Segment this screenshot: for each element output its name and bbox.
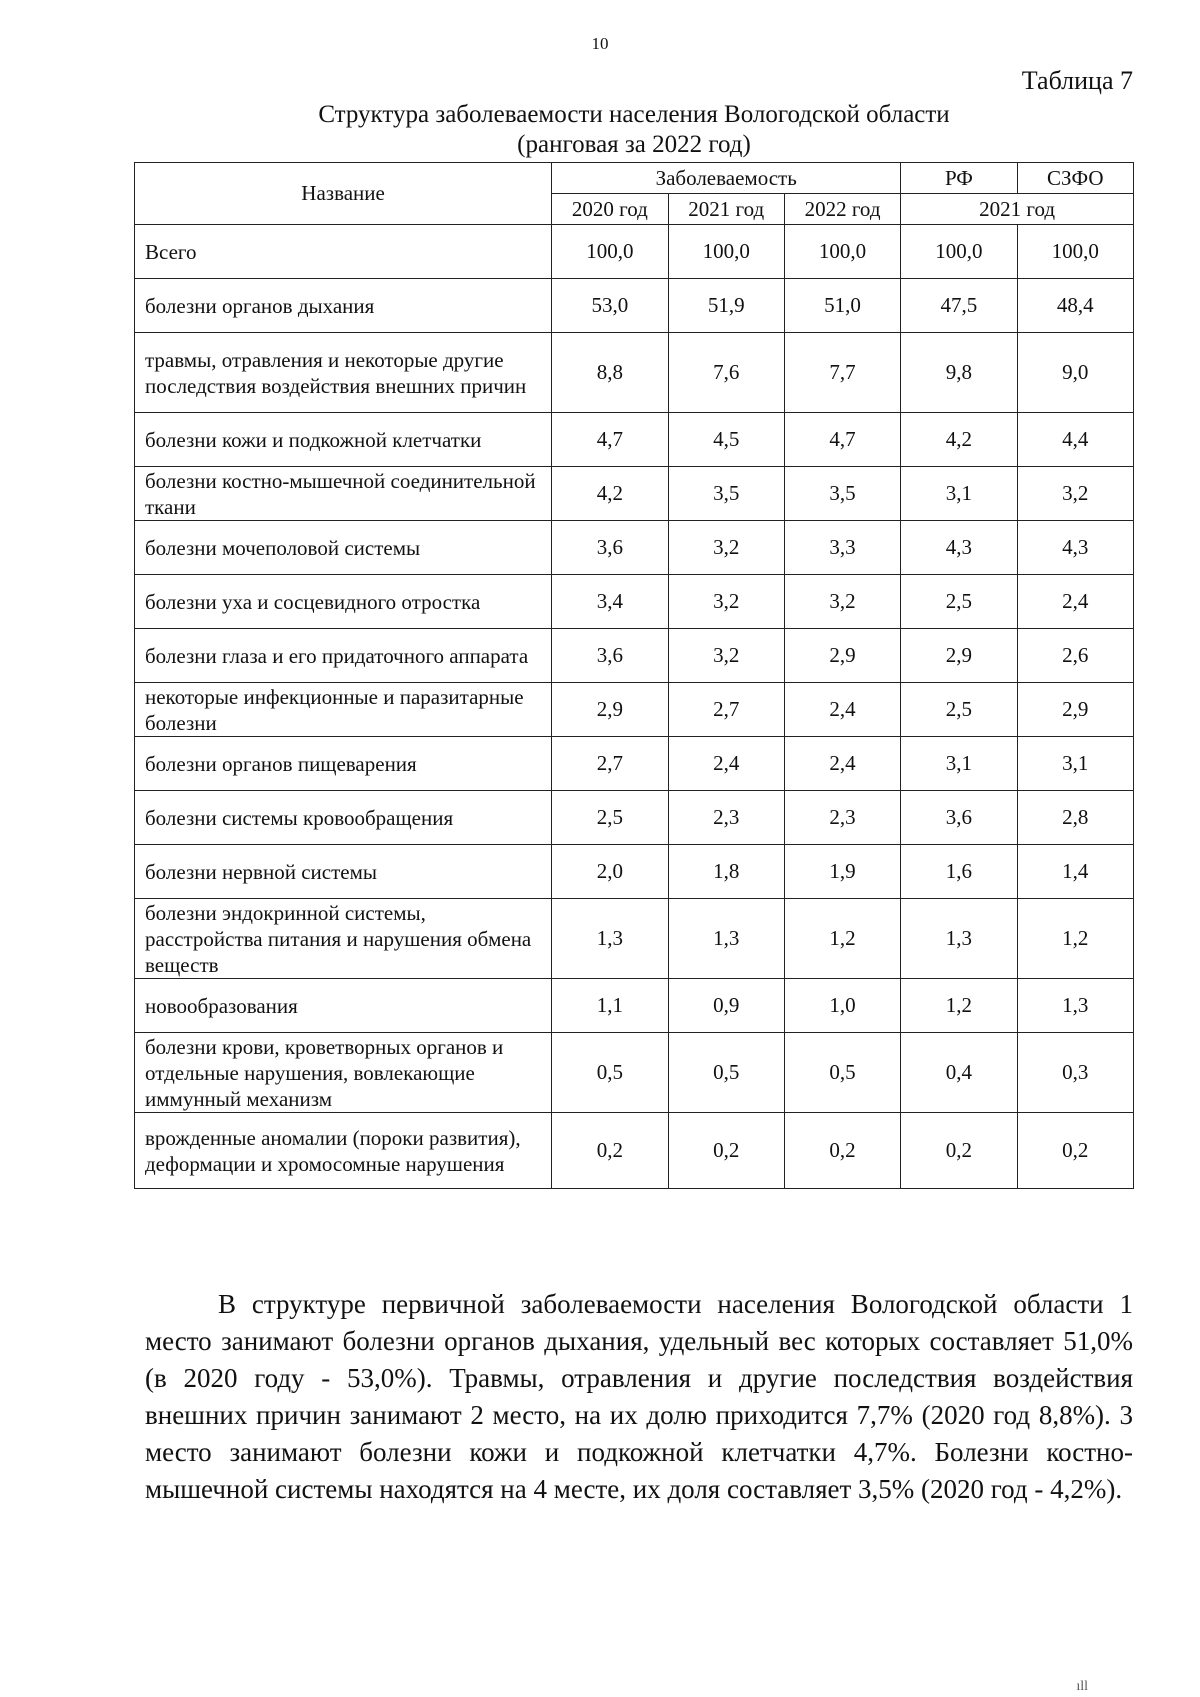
row-name: болезни нервной системы	[135, 845, 552, 899]
row-value: 3,2	[668, 629, 784, 683]
corner-mark: ıll	[1076, 1679, 1088, 1694]
header-year-2020: 2020 год	[552, 194, 668, 225]
row-value: 0,3	[1017, 1033, 1133, 1113]
row-value: 2,9	[1017, 683, 1133, 737]
row-value: 1,1	[552, 979, 668, 1033]
row-value: 2,4	[668, 737, 784, 791]
row-value: 7,7	[784, 333, 900, 413]
row-value: 3,4	[552, 575, 668, 629]
row-value: 100,0	[901, 225, 1017, 279]
row-value: 100,0	[668, 225, 784, 279]
table-row	[135, 737, 1134, 791]
row-name: врожденные аномалии (пороки развития), деформации и хромосомные нарушения	[135, 1113, 552, 1189]
row-value: 2,9	[901, 629, 1017, 683]
row-value: 100,0	[552, 225, 668, 279]
table-row	[135, 467, 1134, 521]
row-value: 9,8	[901, 333, 1017, 413]
row-value: 8,8	[552, 333, 668, 413]
table-row	[135, 1033, 1134, 1113]
row-value: 51,9	[668, 279, 784, 333]
row-value: 2,7	[552, 737, 668, 791]
row-value: 0,2	[1017, 1113, 1133, 1189]
row-value: 2,4	[784, 683, 900, 737]
row-name: Всего	[135, 225, 552, 279]
table-row	[135, 845, 1134, 899]
row-name: некоторые инфекционные и паразитарные болезни	[135, 683, 552, 737]
row-value: 53,0	[552, 279, 668, 333]
row-value: 1,2	[901, 979, 1017, 1033]
row-value: 3,2	[1017, 467, 1133, 521]
row-value: 1,4	[1017, 845, 1133, 899]
row-value: 4,2	[552, 467, 668, 521]
row-value: 2,4	[784, 737, 900, 791]
page-number: 10	[591, 34, 609, 53]
table-row	[135, 279, 1134, 333]
table-row	[135, 575, 1134, 629]
morbidity-table	[134, 162, 1134, 1189]
row-name: болезни крови, кроветворных органов и отдельные нарушения, вовлекающие иммунный механизм	[135, 1033, 552, 1113]
row-value: 1,3	[552, 899, 668, 979]
table-row	[135, 683, 1134, 737]
row-value: 0,4	[901, 1033, 1017, 1113]
header-year-2022: 2022 год	[784, 194, 900, 225]
table-row	[135, 899, 1134, 979]
row-name: болезни эндокринной системы, расстройства питания и нарушения обмена веществ	[135, 899, 552, 979]
row-value: 1,3	[901, 899, 1017, 979]
row-value: 4,7	[552, 413, 668, 467]
row-value: 1,3	[668, 899, 784, 979]
row-value: 9,0	[1017, 333, 1133, 413]
row-value: 3,5	[784, 467, 900, 521]
table-row	[135, 791, 1134, 845]
row-value: 0,5	[784, 1033, 900, 1113]
row-value: 1,8	[668, 845, 784, 899]
table-row	[135, 225, 1134, 279]
row-value: 3,6	[552, 521, 668, 575]
header-name: Название	[135, 163, 552, 225]
row-value: 7,6	[668, 333, 784, 413]
row-value: 4,3	[901, 521, 1017, 575]
row-name: болезни уха и сосцевидного отростка	[135, 575, 552, 629]
row-value: 3,2	[784, 575, 900, 629]
row-name: новообразования	[135, 979, 552, 1033]
row-value: 1,2	[784, 899, 900, 979]
row-name: болезни органов дыхания	[135, 279, 552, 333]
row-name: болезни системы кровообращения	[135, 791, 552, 845]
row-name: болезни мочеполовой системы	[135, 521, 552, 575]
table-row	[135, 333, 1134, 413]
body-paragraph: В структуре первичной заболеваемости населения Вологодской области 1 место занимают болезни органов дыхания, удельный вес которых составляет 51,0% (в 2020 году - 53,0%). Травмы, отравления и другие последствия воздействия внешних причин занимают 2 место, на их долю приходится 7,7% (2020 год 8,8%). 3 место занимают болезни кожи и подкожной клетчатки 4,7%. Болезни костно-мышечной системы находятся на 4 месте, их доля составляет 3,5% (2020 год - 4,2%).	[145, 1289, 1133, 1504]
row-value: 48,4	[1017, 279, 1133, 333]
table-row	[135, 413, 1134, 467]
row-value: 3,1	[1017, 737, 1133, 791]
row-value: 0,2	[552, 1113, 668, 1189]
row-value: 0,9	[668, 979, 784, 1033]
table-row	[135, 629, 1134, 683]
row-value: 2,3	[784, 791, 900, 845]
row-value: 1,9	[784, 845, 900, 899]
row-value: 3,3	[784, 521, 900, 575]
row-value: 2,8	[1017, 791, 1133, 845]
row-value: 2,7	[668, 683, 784, 737]
table-row	[135, 1113, 1134, 1189]
row-value: 1,6	[901, 845, 1017, 899]
header-szfo: СЗФО	[1017, 163, 1133, 194]
row-value: 2,5	[901, 683, 1017, 737]
header-morbidity: Заболеваемость	[552, 163, 901, 194]
table-header	[135, 163, 1134, 225]
row-name: болезни костно-мышечной соединительной ткани	[135, 467, 552, 521]
row-value: 2,0	[552, 845, 668, 899]
row-name: болезни органов пищеварения	[135, 737, 552, 791]
row-value: 100,0	[1017, 225, 1133, 279]
table-caption: Таблица 7	[1021, 66, 1133, 95]
row-value: 3,5	[668, 467, 784, 521]
row-value: 3,2	[668, 575, 784, 629]
row-value: 4,3	[1017, 521, 1133, 575]
row-value: 3,6	[552, 629, 668, 683]
row-value: 4,4	[1017, 413, 1133, 467]
row-name: болезни кожи и подкожной клетчатки	[135, 413, 552, 467]
row-value: 4,5	[668, 413, 784, 467]
row-value: 2,4	[1017, 575, 1133, 629]
row-value: 0,2	[901, 1113, 1017, 1189]
row-value: 3,1	[901, 737, 1017, 791]
header-year-2021: 2021 год	[668, 194, 784, 225]
row-value: 3,1	[901, 467, 1017, 521]
table-body	[135, 225, 1134, 1189]
row-value: 2,9	[784, 629, 900, 683]
row-value: 1,2	[1017, 899, 1133, 979]
row-value: 3,2	[668, 521, 784, 575]
row-value: 2,9	[552, 683, 668, 737]
table-row	[135, 521, 1134, 575]
row-value: 4,2	[901, 413, 1017, 467]
row-value: 1,0	[784, 979, 900, 1033]
row-value: 47,5	[901, 279, 1017, 333]
table-row	[135, 979, 1134, 1033]
row-value: 2,5	[552, 791, 668, 845]
row-name: болезни глаза и его придаточного аппарата	[135, 629, 552, 683]
row-value: 2,6	[1017, 629, 1133, 683]
header-rf: РФ	[901, 163, 1017, 194]
row-value: 4,7	[784, 413, 900, 467]
row-value: 0,2	[784, 1113, 900, 1189]
row-value: 2,3	[668, 791, 784, 845]
row-name: травмы, отравления и некоторые другие последствия воздействия внешних причин	[135, 333, 552, 413]
row-value: 3,6	[901, 791, 1017, 845]
row-value: 0,2	[668, 1113, 784, 1189]
row-value: 0,5	[668, 1033, 784, 1113]
row-value: 0,5	[552, 1033, 668, 1113]
row-value: 1,3	[1017, 979, 1133, 1033]
table-title	[134, 100, 1134, 160]
header-rf-szfo-year: 2021 год	[901, 194, 1134, 225]
row-value: 100,0	[784, 225, 900, 279]
table-title-line-1: Структура заболеваемости населения Вологодской области	[318, 101, 950, 128]
row-value: 51,0	[784, 279, 900, 333]
table-title-line-2: (ранговая за 2022 год)	[517, 131, 751, 158]
row-value: 2,5	[901, 575, 1017, 629]
